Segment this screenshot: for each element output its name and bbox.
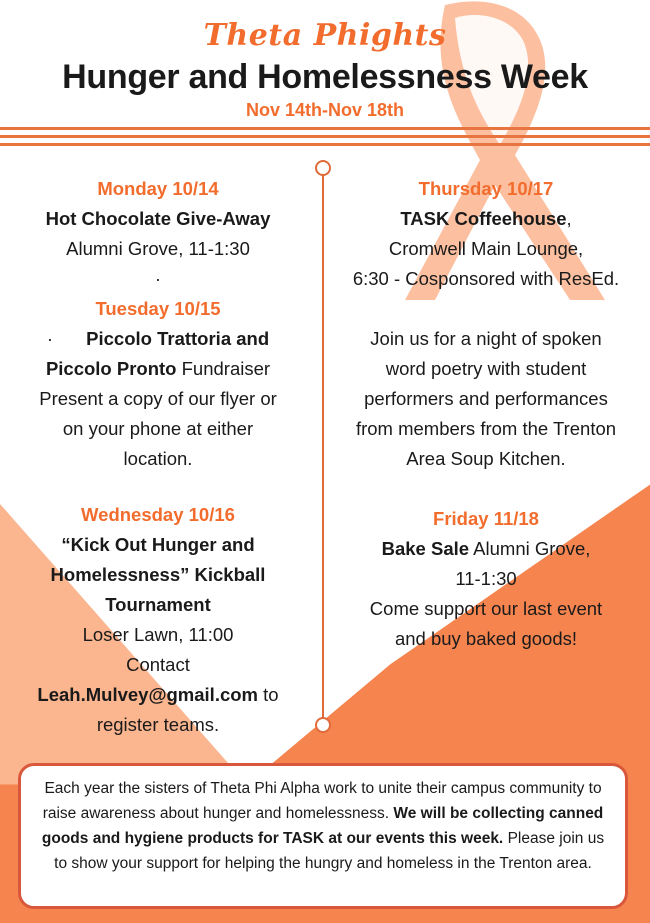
wednesday-contact <box>8 680 308 710</box>
tuesday-heading: Tuesday 10/15 <box>95 298 221 319</box>
wednesday-event-name: Tournament <box>105 594 211 615</box>
wednesday-detail: Loser Lawn, 11:00 <box>82 624 234 645</box>
event-dates: Nov 14th-Nov 18th <box>245 100 405 120</box>
tuesday-event-name2: Piccolo Pronto <box>45 358 177 379</box>
friday-heading: Friday 11/18 <box>433 508 539 529</box>
tuesday-event-name1: Piccolo Trattoria and <box>86 328 270 349</box>
tuesday-detail: location. <box>123 448 193 469</box>
divider-rule <box>0 143 650 146</box>
thursday-detail: 6:30 - Cosponsored with ResEd. <box>352 268 620 289</box>
wednesday-heading: Wednesday 10/16 <box>81 504 235 525</box>
thursday-line1 <box>325 204 647 234</box>
tuesday-detail: Present a copy of our flyer or <box>39 388 277 409</box>
thursday-detail: Cromwell Main Lounge, <box>388 238 584 259</box>
divider-rule <box>0 135 650 138</box>
left-column <box>8 174 308 740</box>
tuesday-suffix: Fundraiser <box>181 358 271 379</box>
info-box <box>18 763 628 909</box>
email-suffix: to <box>263 684 279 705</box>
bullet: · <box>46 328 54 349</box>
thursday-description: Join us for a night of spoken <box>370 328 602 349</box>
friday-line1 <box>325 534 647 564</box>
friday-detail: and buy baked goods! <box>394 628 578 649</box>
friday-detail: 11-1:30 <box>455 568 517 589</box>
thursday-description: Area Soup Kitchen. <box>406 448 566 469</box>
contact-email-link[interactable]: Leah.Mulvey@gmail.com <box>37 684 258 705</box>
wednesday-detail: register teams. <box>96 714 220 735</box>
divider-rule <box>0 127 650 130</box>
timeline-dot-bottom <box>315 717 331 733</box>
right-column <box>325 174 647 654</box>
tuesday-line2 <box>8 354 308 384</box>
thursday-description: from members from the Trenton <box>355 418 617 439</box>
wednesday-event-name: Homelessness” Kickball <box>50 564 266 585</box>
thursday-description: performers and performances <box>364 388 608 409</box>
monday-heading: Monday 10/14 <box>97 178 219 199</box>
monday-detail: Alumni Grove, 11-1:30 <box>66 238 250 259</box>
info-text: Each year the sisters of Theta Phi Alpha work to unite their campus community to raise awareness about hunger and homelessness. <box>42 780 602 822</box>
wednesday-event-name: “Kick Out Hunger and <box>61 534 255 555</box>
bullet: · <box>154 268 162 289</box>
tuesday-detail: on your phone at either <box>62 418 254 439</box>
thursday-description: word poetry with student <box>385 358 587 379</box>
friday-detail: Come support our last event <box>369 598 603 619</box>
tuesday-line1 <box>8 324 308 354</box>
thursday-event-name: TASK Coffeehouse <box>400 208 567 229</box>
page-title: Hunger and Homelessness Week <box>62 58 588 96</box>
friday-location: Alumni Grove, <box>473 538 591 559</box>
monday-event-name: Hot Chocolate Give-Away <box>45 208 271 229</box>
info-text-bold: We will be collecting canned goods and hygiene products for TASK at our events this week. <box>41 805 604 847</box>
wednesday-detail: Contact <box>126 654 190 675</box>
comma: , <box>566 208 572 229</box>
info-text: Please join us to show your support for helping the hungry and homeless in the Trenton area. <box>54 830 605 872</box>
thursday-heading: Thursday 10/17 <box>418 178 554 199</box>
friday-event-name: Bake Sale <box>381 538 470 559</box>
timeline-line <box>322 168 324 723</box>
brand-name: Theta Phights <box>203 18 447 53</box>
